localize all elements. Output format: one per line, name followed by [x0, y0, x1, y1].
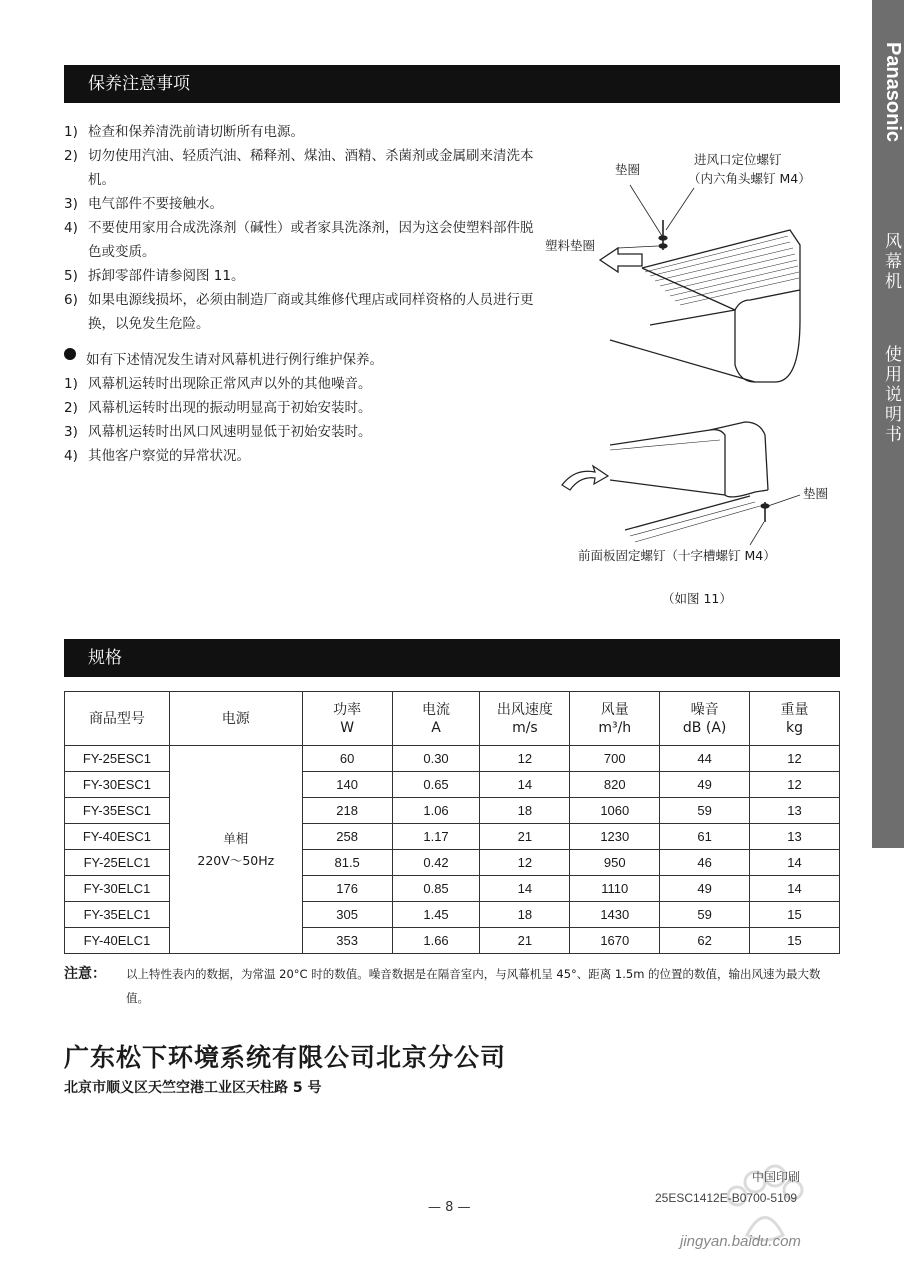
cell-model: FY-30ELC1 [65, 876, 170, 902]
cell-air-volume: 700 [570, 746, 660, 772]
item-number: 2) [64, 148, 78, 164]
bullet-dot-icon [64, 348, 76, 360]
item-text: 电气部件不要接触水。 [88, 196, 223, 212]
inlet-screw-spec-label: （内六角头螺钉 M4） [688, 171, 811, 186]
printed-in-china: 中国印刷 [752, 1170, 801, 1184]
cell-weight: 12 [750, 746, 840, 772]
item-number: 5) [64, 268, 78, 284]
document-code: 25ESC1412E-B0700-5109 [655, 1191, 798, 1205]
header-power: 功率 W [302, 692, 392, 746]
spec-table [64, 691, 840, 954]
cell-model: FY-35ELC1 [65, 902, 170, 928]
item-number: 4) [64, 220, 78, 236]
list-item [64, 396, 534, 420]
list-item [64, 444, 534, 468]
cell-air-volume: 1110 [570, 876, 660, 902]
list-item [64, 120, 534, 144]
cell-air-speed: 12 [480, 850, 570, 876]
header-noise: 噪音 dB (A) [660, 692, 750, 746]
cell-noise: 61 [660, 824, 750, 850]
cell-power: 140 [302, 772, 392, 798]
cell-weight: 14 [750, 850, 840, 876]
list-item [64, 216, 534, 264]
cell-air-volume: 1230 [570, 824, 660, 850]
side-tab [872, 0, 904, 848]
cell-power: 305 [302, 902, 392, 928]
cell-air-speed: 18 [480, 798, 570, 824]
cell-air-speed: 21 [480, 928, 570, 954]
bullet-item [64, 348, 534, 372]
item-text: 其他客户察觉的异常状况。 [88, 448, 250, 464]
list-item [64, 288, 534, 336]
item-text: 风幕机运转时出现除正常风声以外的其他噪音。 [88, 376, 372, 392]
cell-power: 353 [302, 928, 392, 954]
cell-current: 0.65 [392, 772, 480, 798]
note-text: 以上特性表内的数据，为常温 20°C 时的数值。噪音数据是在隔音室内，与风幕机呈 45°、距离 1.5m 的位置的数值，输出风速为最大数值。 [126, 967, 821, 1005]
item-number: 1) [64, 376, 78, 392]
cell-current: 1.45 [392, 902, 480, 928]
item-text: 拆卸零部件请参阅图 11。 [88, 268, 245, 284]
specs-heading: 规格 [64, 639, 840, 677]
bottom-unit-drawing [610, 422, 800, 545]
cell-noise: 59 [660, 798, 750, 824]
cell-weight: 13 [750, 798, 840, 824]
item-number: 1) [64, 124, 78, 140]
baidu-watermark-logo [655, 1140, 855, 1270]
company-address: 北京市顺义区天竺空港工业区天柱路 5 号 [64, 1080, 322, 1096]
header-current: 电流 A [392, 692, 480, 746]
side-product-label: 风幕机 [881, 232, 901, 292]
cell-weight: 15 [750, 928, 840, 954]
cell-noise: 62 [660, 928, 750, 954]
item-text: 切勿使用汽油、轻质汽油、稀释剂、煤油、酒精、杀菌剂或金属刷来清洗本机。 [88, 148, 534, 188]
item-text: 如果电源线损坏，必须由制造厂商或其维修代理店或同样资格的人员进行更换，以免发生危险。 [88, 292, 534, 332]
cell-model: FY-40ESC1 [65, 824, 170, 850]
cell-power: 60 [302, 746, 392, 772]
cell-air-speed: 14 [480, 772, 570, 798]
bullet-text: 如有下述情况发生请对风幕机进行例行维护保养。 [86, 352, 383, 368]
cell-model: FY-25ESC1 [65, 746, 170, 772]
washer-bottom-label: 垫圈 [803, 486, 829, 501]
item-text: 风幕机运转时出现的振动明显高于初始安装时。 [88, 400, 372, 416]
cell-current: 1.17 [392, 824, 480, 850]
cell-noise: 59 [660, 902, 750, 928]
item-number: 3) [64, 424, 78, 440]
washer-top-label: 垫圈 [615, 162, 641, 177]
header-model: 商品型号 [65, 692, 170, 746]
item-number: 2) [64, 400, 78, 416]
table-row [65, 746, 840, 772]
inlet-screw-label: 进风口定位螺钉 [694, 152, 782, 167]
note-label: 注意： [64, 966, 106, 982]
front-panel-screw-label: 前面板固定螺钉（十字槽螺钉 M4） [578, 548, 776, 563]
spec-note [64, 962, 840, 1010]
figure-caption: （如图 11） [662, 591, 732, 606]
header-power-supply: 电源 [169, 692, 302, 746]
item-number: 3) [64, 196, 78, 212]
curved-arrow-icon [562, 466, 608, 490]
item-number: 4) [64, 448, 78, 464]
list-item [64, 192, 534, 216]
item-text: 风幕机运转时出风口风速明显低于初始安装时。 [88, 424, 372, 440]
cell-air-speed: 18 [480, 902, 570, 928]
cell-power: 81.5 [302, 850, 392, 876]
cell-noise: 49 [660, 772, 750, 798]
cell-model: FY-40ELC1 [65, 928, 170, 954]
cell-air-speed: 21 [480, 824, 570, 850]
side-manual-label: 使用说明书 [881, 345, 901, 445]
maintenance-list [64, 120, 534, 468]
cell-air-speed: 12 [480, 746, 570, 772]
item-text: 不要使用家用合成洗涤剂（碱性）或者家具洗涤剂，因为这会使塑料部件脱色或变质。 [88, 220, 534, 260]
item-text: 检查和保养清洗前请切断所有电源。 [88, 124, 304, 140]
page-number: — 8 — [428, 1200, 471, 1215]
watermark-text: jingyan.baidu.com [680, 1233, 801, 1250]
header-air-volume: 风量 m³/h [570, 692, 660, 746]
list-item [64, 264, 534, 288]
cell-power: 176 [302, 876, 392, 902]
cell-current: 1.06 [392, 798, 480, 824]
arrow-left-icon [600, 248, 642, 272]
cell-model: FY-30ESC1 [65, 772, 170, 798]
cell-weight: 13 [750, 824, 840, 850]
cell-air-volume: 1670 [570, 928, 660, 954]
cell-weight: 15 [750, 902, 840, 928]
cell-air-volume: 950 [570, 850, 660, 876]
header-air-speed: 出风速度 m/s [480, 692, 570, 746]
cell-air-volume: 1060 [570, 798, 660, 824]
brand-logo: Panasonic [882, 42, 904, 143]
cell-current: 1.66 [392, 928, 480, 954]
item-number: 6) [64, 292, 78, 308]
cell-model: FY-25ELC1 [65, 850, 170, 876]
cell-model: FY-35ESC1 [65, 798, 170, 824]
cell-weight: 14 [750, 876, 840, 902]
cell-air-volume: 820 [570, 772, 660, 798]
cell-air-speed: 14 [480, 876, 570, 902]
cell-noise: 46 [660, 850, 750, 876]
cell-noise: 49 [660, 876, 750, 902]
top-unit-drawing [610, 185, 800, 382]
list-item [64, 144, 534, 192]
cell-power: 218 [302, 798, 392, 824]
cell-noise: 44 [660, 746, 750, 772]
maintenance-heading: 保养注意事项 [64, 65, 840, 103]
cell-current: 0.42 [392, 850, 480, 876]
cell-current: 0.85 [392, 876, 480, 902]
list-item [64, 372, 534, 396]
plastic-washer-label: 塑料垫圈 [545, 238, 596, 253]
table-header-row [65, 692, 840, 746]
cell-air-volume: 1430 [570, 902, 660, 928]
company-name: 广东松下环境系统有限公司北京分公司 [64, 1043, 507, 1072]
cell-power-supply: 单相 220V～50Hz [169, 746, 302, 954]
list-item [64, 420, 534, 444]
header-weight: 重量 kg [750, 692, 840, 746]
cell-current: 0.30 [392, 746, 480, 772]
cell-power: 258 [302, 824, 392, 850]
cell-weight: 12 [750, 772, 840, 798]
